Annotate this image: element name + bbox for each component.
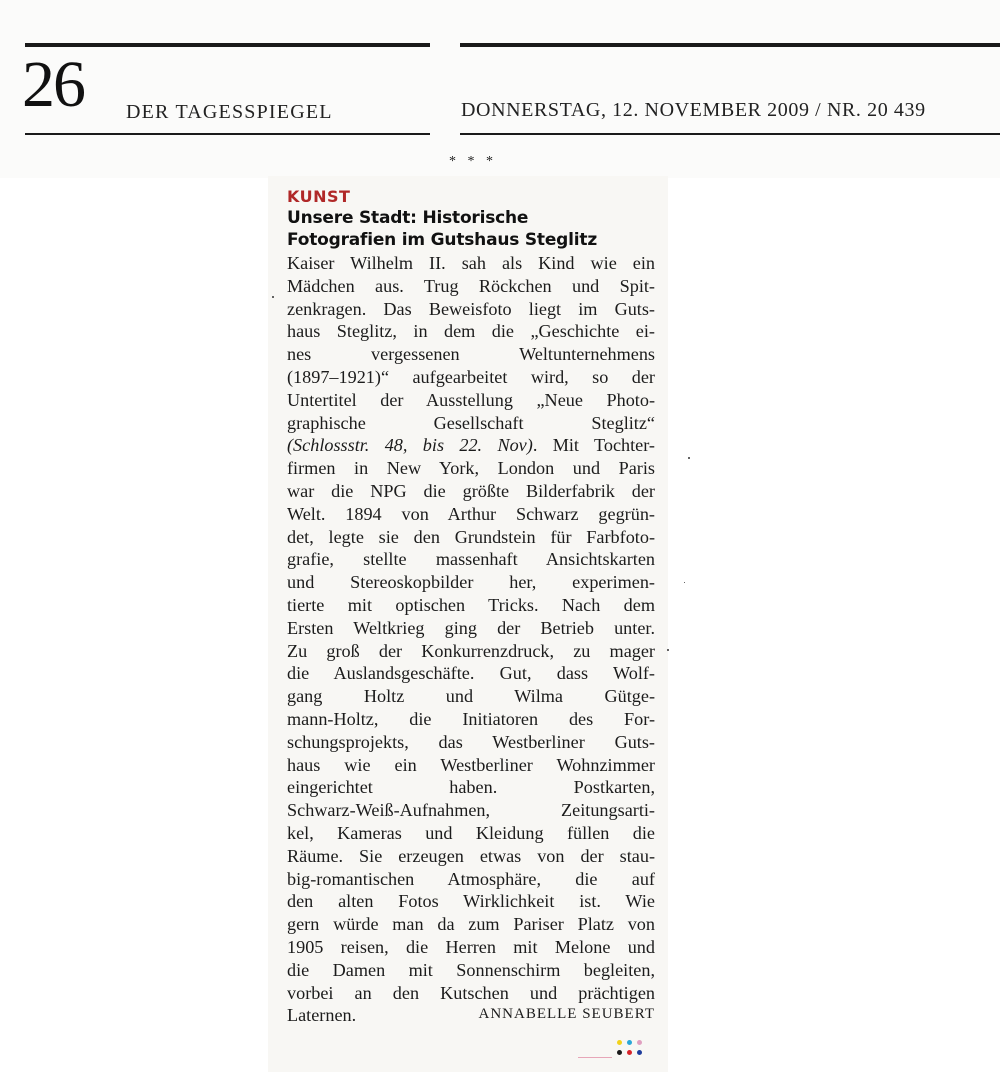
masthead-background: [0, 0, 1000, 178]
body-line: gern würde man da zum Pariser Platz von: [287, 914, 655, 935]
body-line-rest: . Mit Tochter-: [532, 435, 655, 456]
body-line: mann-Holtz, die Initiatoren des For-: [287, 708, 655, 729]
masthead-rule-bottom-left: [25, 133, 430, 135]
registration-dot-red: [627, 1050, 632, 1055]
body-line: haus Steglitz, in dem die „Geschichte ei-: [287, 321, 655, 342]
body-line: tierte mit optischen Tricks. Nach dem: [287, 594, 655, 615]
body-line: det, legte sie den Grundstein für Farbfoto-: [287, 526, 655, 547]
body-last-line: Laternen.: [287, 1005, 357, 1026]
article-body: [287, 252, 655, 1027]
headline: [287, 207, 655, 251]
body-line: schungsprojekts, das Westberliner Guts-: [287, 731, 655, 752]
body-line: kel, Kameras und Kleidung füllen die: [287, 822, 655, 843]
registration-dot-black: [617, 1050, 622, 1055]
registration-dot-magenta: [637, 1040, 642, 1045]
body-line: zenkragen. Das Beweisfoto liegt im Guts-: [287, 298, 655, 319]
body-line: die Auslandsgeschäfte. Gut, dass Wolf-: [287, 663, 655, 684]
body-line: Welt. 1894 von Arthur Schwarz gegrün-: [287, 503, 655, 524]
registration-line: [578, 1057, 612, 1058]
body-line: firmen in New York, London und Paris: [287, 458, 655, 479]
registration-dot-cyan: [627, 1040, 632, 1045]
body-line: die Damen mit Sonnenschirm begleiten,: [287, 959, 655, 980]
body-line-with-venue: [287, 434, 655, 457]
newspaper-name: DER TAGESSPIEGEL: [126, 101, 333, 123]
body-line: vorbei an den Kutschen und prächtigen: [287, 982, 655, 1003]
body-line: haus wie ein Westberliner Wohnzimmer: [287, 754, 655, 775]
body-line: Räume. Sie erzeugen etwas von der stau-: [287, 845, 655, 866]
masthead-rule-top-right: [460, 43, 1000, 47]
body-line: Untertitel der Ausstellung „Neue Photo-: [287, 389, 655, 410]
author-byline: ANNABELLE SEUBERT: [478, 1006, 655, 1023]
page-number: 26: [22, 48, 84, 121]
body-line: (1897–1921)“ aufgearbeitet wird, so der: [287, 366, 655, 387]
issue-date: DONNERSTAG, 12. NOVEMBER 2009 / NR. 20 439: [461, 99, 926, 121]
body-line: Schwarz-Weiß-Aufnahmen, Zeitungsarti-: [287, 800, 655, 821]
body-line: den alten Fotos Wirklichkeit ist. Wie: [287, 891, 655, 912]
body-line: Kaiser Wilhelm II. sah als Kind wie ein: [287, 253, 655, 273]
section-separator: * * *: [449, 154, 497, 169]
masthead-rule-bottom-right: [460, 133, 1000, 135]
print-speck: [667, 649, 669, 651]
print-speck: [684, 582, 685, 583]
body-line: nes vergessenen Weltunternehmens: [287, 344, 655, 365]
venue-info: (Schlossstr. 48, bis 22. Nov): [287, 435, 533, 456]
body-line: eingerichtet haben. Postkarten,: [287, 777, 655, 798]
print-registration-marks: [616, 1040, 650, 1058]
registration-dot-yellow: [617, 1040, 622, 1045]
body-line: 1905 reisen, die Herren mit Melone und: [287, 936, 655, 957]
body-line: grafie, stellte massenhaft Ansichtskarten: [287, 549, 655, 570]
body-line: war die NPG die größte Bilderfabrik der: [287, 480, 655, 501]
body-line: und Stereoskopbilder her, experimen-: [287, 572, 655, 593]
body-line: Zu groß der Konkurrenzdruck, zu mager: [287, 640, 655, 661]
body-line: graphische Gesellschaft Steglitz“: [287, 412, 655, 433]
headline-line-2: Fotografien im Gutshaus Steglitz: [287, 230, 598, 250]
body-line: Ersten Weltkrieg ging der Betrieb unter.: [287, 617, 655, 638]
byline-row: [287, 1004, 655, 1027]
body-line: gang Holtz und Wilma Gütge-: [287, 686, 655, 707]
body-line: Mädchen aus. Trug Röckchen und Spit-: [287, 275, 655, 296]
headline-line-1: Unsere Stadt: Historische: [287, 208, 529, 228]
print-speck: [688, 457, 690, 459]
print-speck: [272, 296, 274, 298]
section-label: KUNST: [287, 187, 351, 206]
article: [287, 187, 655, 1027]
registration-dot-blue: [637, 1050, 642, 1055]
body-line: big-romantischen Atmosphäre, die auf: [287, 868, 655, 889]
masthead-rule-top-left: [25, 43, 430, 47]
